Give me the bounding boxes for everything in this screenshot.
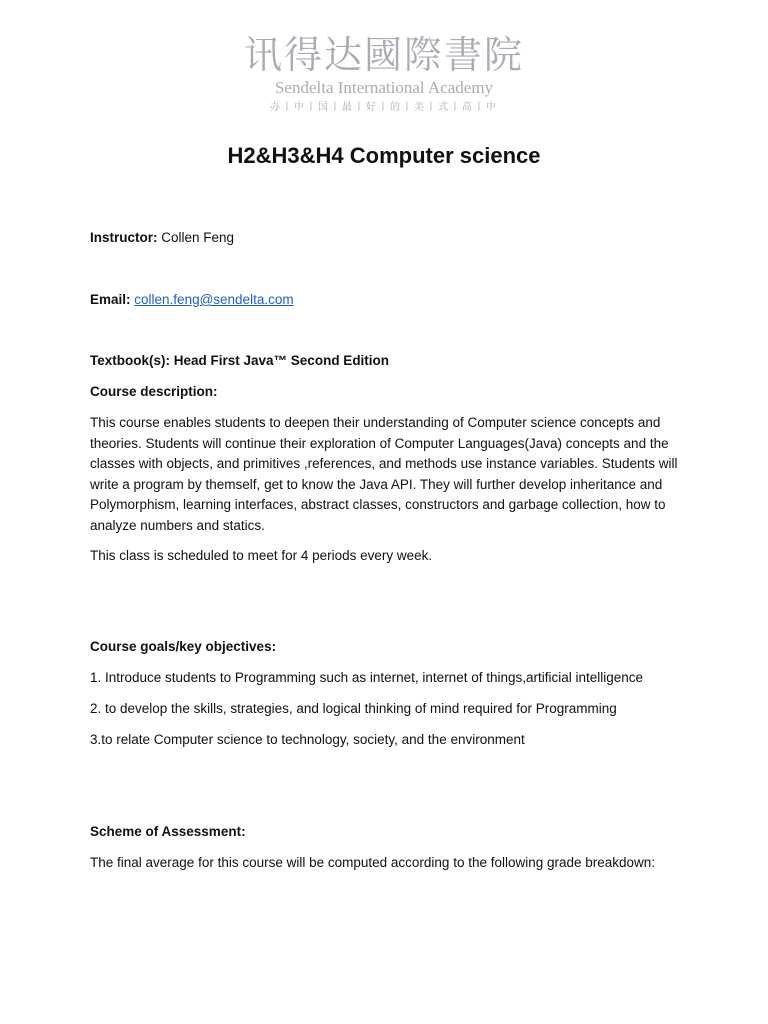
school-letterhead [0, 34, 768, 114]
email-line [90, 290, 690, 311]
course-goals-heading: Course goals/key objectives: [90, 639, 277, 654]
goal-item: 2. to develop the skills, strategies, and logical thinking of mind required for Programming [90, 701, 617, 716]
email-label: Email: [90, 292, 131, 307]
goal-item: 3.to relate Computer science to technology, society, and the environment [90, 732, 525, 747]
instructor-line [90, 228, 690, 249]
instructor-label: Instructor: [90, 230, 158, 245]
email-link[interactable]: collen.feng@sendelta.com [134, 292, 294, 307]
assessment-heading: Scheme of Assessment: [90, 824, 246, 839]
course-description-heading: Course description: [90, 384, 218, 399]
textbook-line: Textbook(s): Head First Java™ Second Edition [90, 353, 390, 368]
school-name-chinese: 讯得达國際書院 [243, 33, 524, 77]
school-motto: 办丨中丨国丨最丨好丨的丨美丨式丨高丨中 [270, 102, 498, 113]
school-name-english: Sendelta International Academy [274, 78, 494, 97]
goal-item: 1. Introduce students to Programming such as internet, internet of things,artificial intelligence [90, 670, 644, 685]
instructor-name: Collen Feng [157, 230, 235, 245]
document-title: H2&H3&H4 Computer science [227, 143, 541, 168]
course-description-body: This course enables students to deepen their understanding of Computer science concepts and theories. Students will continue their exploration of Computer Languages(Java) concepts and the classes with objects, and primitives ,references, and methods use instance variables. Students will write a program by themself, get to know the Java API. They will further develop inheritance and Polymorphism, learning interfaces, abstract classes, constructors and garbage collection, how to analyze numbers and statics. [90, 415, 678, 533]
assessment-body: The final average for this course will be computed according to the following grade breakdown: [90, 855, 656, 870]
schedule-line: This class is scheduled to meet for 4 periods every week. [90, 548, 433, 563]
